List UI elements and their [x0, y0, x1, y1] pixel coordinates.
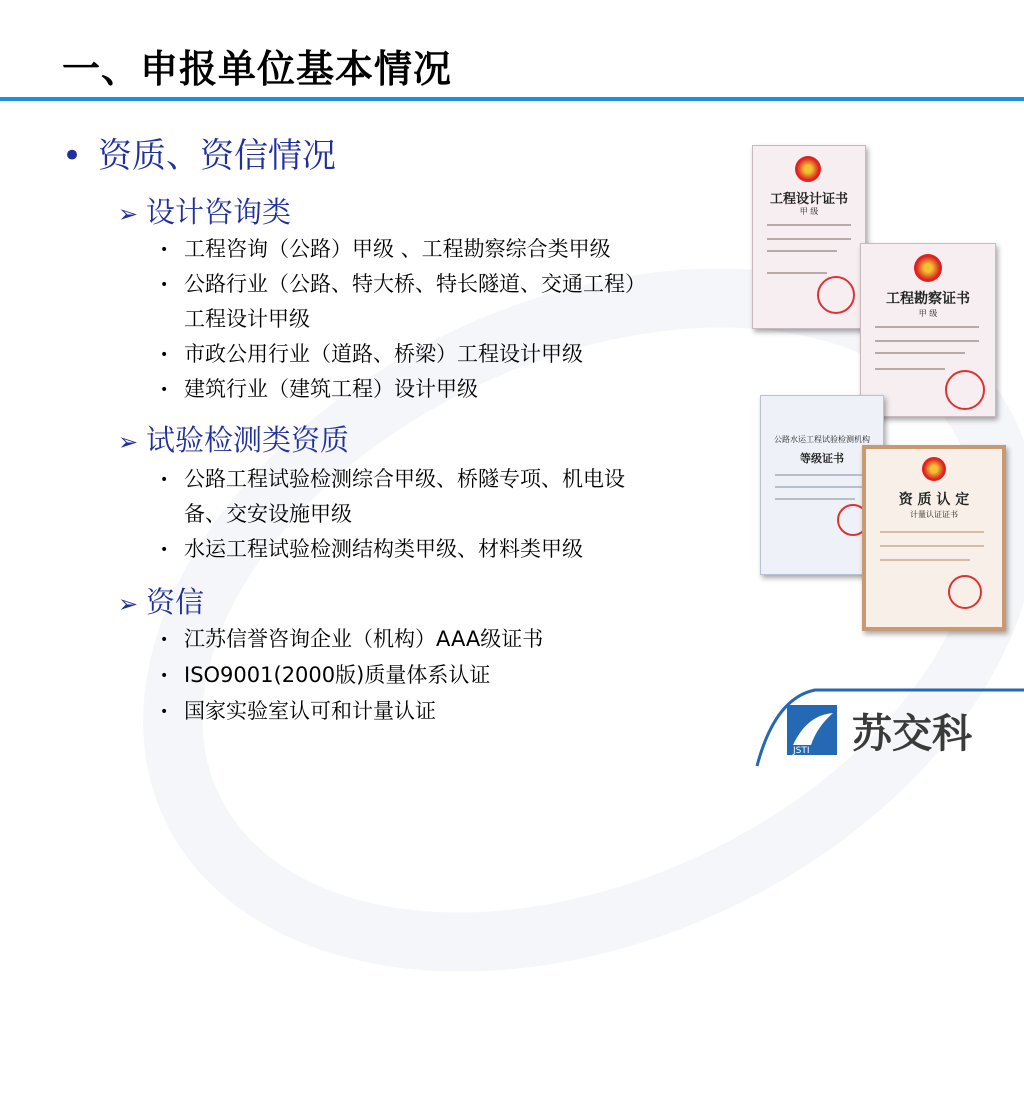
red-stamp-icon — [945, 370, 985, 410]
section-heading — [62, 128, 336, 177]
certificate-title: 资 质 认 定 — [898, 492, 970, 508]
list-item-label: 公路行业（公路、特大桥、特长隧道、交通工程） — [184, 272, 646, 296]
group-heading-testing — [118, 418, 349, 459]
title-underline — [0, 97, 1024, 101]
group-heading-label: 试验检测类资质 — [146, 423, 350, 457]
certificate-survey-image — [860, 243, 996, 417]
bullet-dot: • — [160, 667, 169, 684]
bullet-dot: • — [160, 471, 169, 488]
list-item-label: 水运工程试验检测结构类甲级、材料类甲级 — [184, 537, 583, 561]
list-item — [160, 532, 583, 568]
emblem-icon — [922, 457, 946, 481]
list-item — [160, 462, 625, 526]
bullet-dot: • — [160, 241, 169, 258]
logo-mark-label: JSTI — [793, 746, 810, 755]
list-item-label: ISO9001(2000版)质量体系认证 — [184, 663, 491, 687]
list-item — [160, 372, 478, 408]
text-line — [880, 531, 984, 533]
group-heading-label: 资信 — [146, 585, 205, 619]
text-line — [875, 368, 945, 370]
emblem-icon — [914, 254, 942, 282]
section-label: 资质、资信情况 — [98, 136, 336, 176]
group-heading-label: 设计咨询类 — [146, 195, 292, 229]
text-line — [767, 238, 851, 240]
red-stamp-icon — [948, 575, 982, 609]
page-title: 一、申报单位基本情况 — [62, 46, 453, 91]
text-line — [775, 486, 869, 488]
text-line — [880, 559, 970, 561]
list-item-label: 江苏信誉咨询企业（机构）AAA级证书 — [184, 627, 544, 651]
arrow-bullet-icon: ➢ — [118, 590, 139, 618]
list-item-continuation: 工程设计甲级 — [184, 307, 310, 331]
bullet-dot: • — [160, 703, 169, 720]
text-line — [775, 474, 869, 476]
certificate-title: 工程设计证书 — [769, 192, 848, 207]
text-line — [767, 250, 837, 252]
company-logo-text: 苏交科 — [852, 711, 972, 757]
emblem-icon — [795, 156, 821, 182]
list-item — [160, 267, 646, 331]
list-item — [160, 232, 611, 268]
bullet-dot: • — [160, 346, 169, 363]
text-line — [875, 326, 979, 328]
certificate-title: 公路水运工程试验检测机构 — [774, 435, 870, 444]
bullet-dot: • — [160, 276, 169, 293]
list-item-label: 市政公用行业（道路、桥梁）工程设计甲级 — [184, 342, 583, 366]
list-item — [160, 337, 583, 373]
text-line — [775, 498, 855, 500]
group-heading-credit — [118, 580, 204, 621]
bullet-dot: • — [160, 381, 169, 398]
text-line — [875, 340, 979, 342]
arrow-bullet-icon: ➢ — [118, 428, 139, 456]
arrow-bullet-icon: ➢ — [118, 200, 139, 228]
group-heading-design — [118, 190, 291, 231]
bullet-dot: • — [160, 541, 169, 558]
red-stamp-icon — [817, 276, 855, 314]
list-item-label: 国家实验室认可和计量认证 — [184, 699, 436, 723]
certificate-design-image — [752, 145, 866, 329]
text-line — [767, 272, 827, 274]
certificate-title: 工程勘察证书 — [886, 291, 970, 307]
list-item — [160, 658, 490, 694]
list-item-continuation: 备、交安设施甲级 — [184, 502, 352, 526]
list-item-label: 建筑行业（建筑工程）设计甲级 — [184, 377, 478, 401]
certificate-subtitle: 甲 级 — [918, 309, 938, 318]
certificate-accreditation-image — [862, 445, 1006, 631]
certificate-subtitle: 计量认证证书 — [910, 510, 958, 519]
certificate-subtitle: 甲 级 — [799, 207, 819, 216]
company-logo-icon — [787, 705, 837, 755]
text-line — [767, 224, 851, 226]
list-item — [160, 622, 543, 658]
list-item-label: 工程咨询（公路）甲级 、工程勘察综合类甲级 — [184, 237, 611, 261]
list-item-label: 公路工程试验检测综合甲级、桥隧专项、机电设 — [184, 467, 625, 491]
bullet-dot: • — [160, 631, 169, 648]
text-line — [875, 352, 965, 354]
text-line — [880, 545, 984, 547]
bullet-dot: • — [62, 136, 83, 176]
list-item — [160, 694, 436, 730]
certificate-subtitle: 等级证书 — [800, 452, 844, 465]
